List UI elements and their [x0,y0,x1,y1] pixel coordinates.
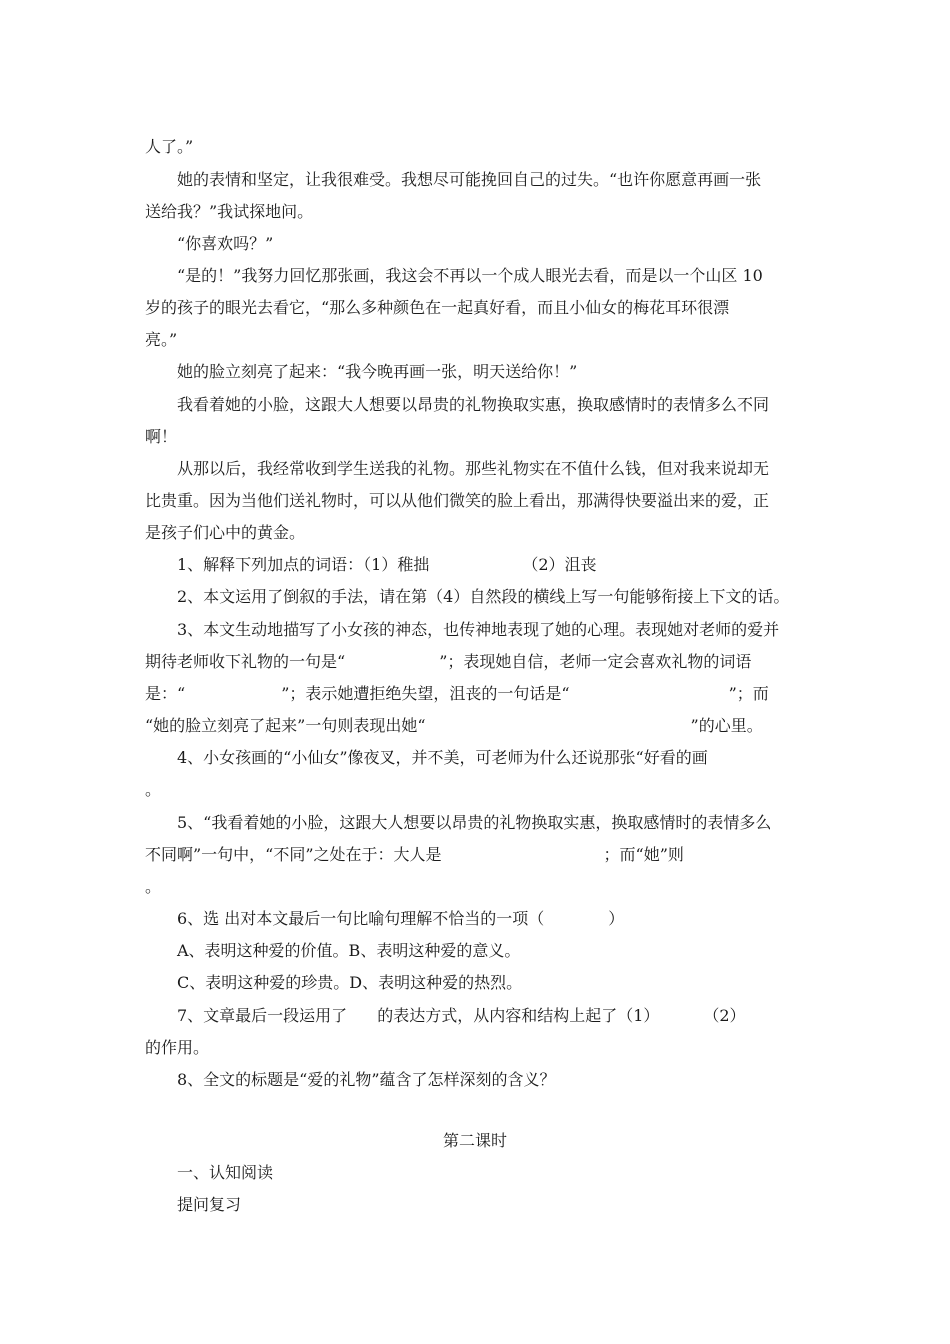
question-3-line-1: 3、本文生动地描写了小女孩的神态，也传神地表现了她的心理。表现她对老师的爱并 [177,620,780,639]
question-1 [177,555,597,575]
question-3-text: ”；表现她自信，老师一定会喜欢礼物的词语 [439,652,752,671]
question-3-text: ”的心里。 [690,716,763,735]
question-3-text: 期待老师收下礼物的一句是“ [145,652,346,671]
body-line: 我看着她的小脸，这跟大人想要以昂贵的礼物换取实惠，换取感情时的表情多么不同 [177,395,770,414]
question-6-options-ab: A、表明这种爱的价值。B、表明这种爱的意义。 [177,941,521,960]
question-7-text: 7、文章最后一段运用了 [177,1006,348,1025]
question-1-part-2: （2）沮丧 [522,555,597,574]
question-5-text: 不同啊”一句中，“不同”之处在于：大人是 [145,845,442,864]
question-4-line-2: 。 [145,780,162,799]
body-line: 岁的孩子的眼光去看它，“那么多种颜色在一起真好看，而且小仙女的梅花耳环很漂 [145,298,730,317]
question-5-text: ；而“她”则 [603,845,684,864]
question-3-text: ”；表示她遭拒绝失望，沮丧的一句话是“ [281,684,570,703]
question-7-line-1 [177,1006,746,1026]
body-line: 从那以后，我经常收到学生送我的礼物。那些礼物实在不值什么钱，但对我来说却无 [177,459,770,478]
question-6: 6、选 出对本文最后一句比喻句理解不恰当的一项（ ） [177,909,625,928]
body-line: 她的脸立刻亮了起来：“我今晚再画一张，明天送给你！” [177,362,578,381]
question-5-line-1: 5、“我看着她的小脸，这跟大人想要以昂贵的礼物换取实惠，换取感情时的表情多么 [177,813,772,832]
question-8: 8、全文的标题是“爱的礼物”蕴含了怎样深刻的含义？ [177,1070,556,1089]
section-heading: 第二课时 [442,1131,507,1150]
question-3-text: “她的脸立刻亮了起来”一句则表现出她“ [145,716,426,735]
body-line: 比贵重。因为当他们送礼物时，可以从他们微笑的脸上看出，那满得快要溢出来的爱，正 [145,491,770,510]
question-3-line-3 [145,684,769,704]
body-line: 送给我？”我试探地问。 [145,202,314,221]
section-subheading: 一、认知阅读 [177,1163,274,1182]
question-7-text: （2） [703,1006,746,1025]
body-line: “你喜欢吗？” [177,234,274,253]
body-line: 亮。” [145,330,178,349]
question-4-line-1: 4、小女孩画的“小仙女”像夜叉，并不美，可老师为什么还说那张“好看的画 [177,748,708,767]
question-3-text: 是：“ [145,684,186,703]
question-5-line-2 [145,845,684,865]
question-7-line-2: 的作用。 [145,1038,210,1057]
question-5-line-3: 。 [145,877,162,896]
question-6-options-cd: C、表明这种爱的珍贵。D、表明这种爱的热烈。 [177,973,523,992]
question-1-part-1: 1、解释下列加点的词语：（1）稚拙 [177,555,430,574]
question-7-text: 的表达方式，从内容和结构上起了（1） [377,1006,660,1025]
body-line: 啊！ [145,427,178,446]
body-line: 她的表情和坚定，让我很难受。我想尽可能挽回自己的过失。“也许你愿意再画一张 [177,170,762,189]
body-line: 人了。” [145,137,194,156]
body-line: “是的！”我努力回忆那张画，我这会不再以一个成人眼光去看，而是以一个山区 10 [177,266,763,285]
question-2: 2、本文运用了倒叙的手法，请在第（4）自然段的横线上写一句能够衔接上下文的话。 [177,587,790,606]
question-3-line-4 [145,716,763,736]
question-3-line-2 [145,652,751,672]
body-line: 是孩子们心中的黄金。 [145,523,306,542]
section-subheading: 提问复习 [177,1195,242,1214]
question-3-text: ”；而 [728,684,769,703]
